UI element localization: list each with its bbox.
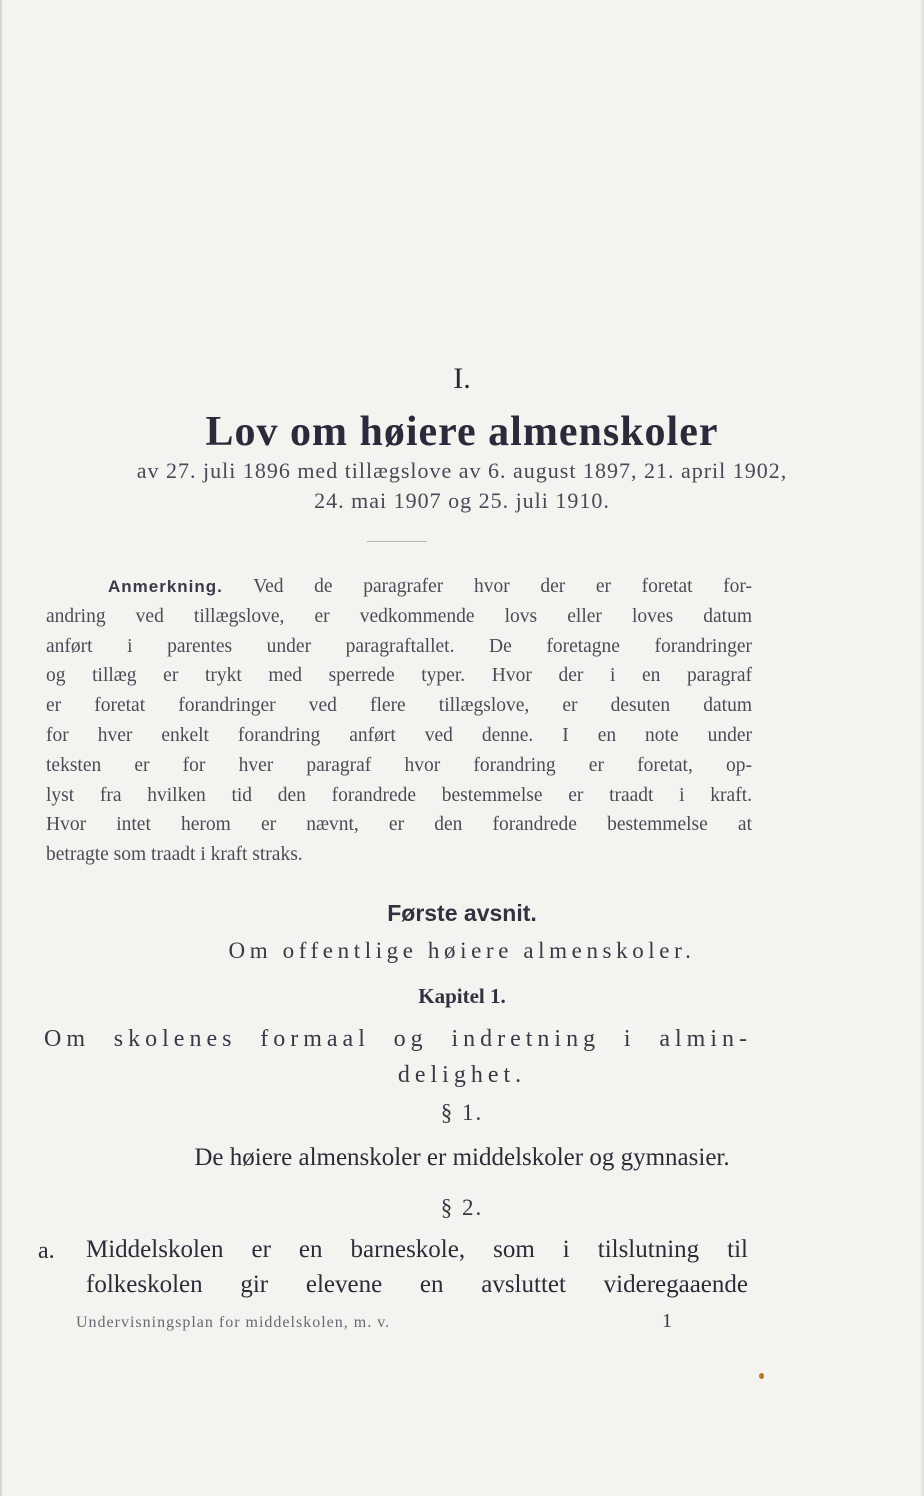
paragraph-1-text: De høiere almenskoler er middelskoler og gymnasier. (194, 1144, 730, 1171)
law-title: Lov om høiere almenskoler (205, 409, 719, 455)
paragraph-2-number: § 2. (440, 1195, 484, 1220)
remark-line-text: Ved de paragrafer hvor der er foretat for- (253, 576, 753, 597)
remark-block (46, 572, 752, 870)
remark-line: Hvor intet herom er nævnt, er den forandrede bestemmelse at (46, 814, 752, 836)
remark-label: Anmerkning. (108, 577, 223, 596)
chapter-subtitle-line1: Om skolenes formaal og indretning i almin- (44, 1026, 752, 1052)
remark-line: for hver enkelt forandring anført ved denne. I en note under (46, 724, 752, 746)
remark-line: er foretat forandringer ved flere tillægslove, er desuten datum (46, 695, 752, 717)
divider (367, 541, 427, 542)
paragraph-1-number: § 1. (440, 1100, 484, 1125)
remark-line: betragte som traadt i kraft straks. (46, 844, 303, 866)
law-dates-line2: 24. mai 1907 og 25. juli 1910. (314, 488, 610, 513)
remark-line: og tillæg er trykt med sperrede typer. Hvor der i en paragraf (46, 665, 752, 687)
page-right-edge (920, 0, 924, 1496)
roman-numeral: I. (453, 362, 471, 395)
page-left-edge (0, 0, 3, 1496)
section-subtitle: Om offentlige høiere almenskoler. (228, 938, 696, 963)
paragraph-2-line: Middelskolen er en barneskole, som i tilslutning til (86, 1236, 748, 1263)
remark-line: andring ved tillægslove, er vedkommende lovs eller loves datum (46, 605, 752, 627)
chapter-subtitle-line2: delighet. (397, 1062, 527, 1088)
remark-line: anført i parentes under paragraftallet. De foretagne forandringer (46, 635, 752, 657)
law-dates-line1: av 27. juli 1896 med tillægslove av 6. august 1897, 21. april 1902, (136, 458, 788, 483)
paragraph-2-line: folkeskolen gir elevene en avsluttet videregaaende (86, 1271, 748, 1298)
section-title: Første avsnit. (387, 900, 537, 926)
footer-signature: Undervisningsplan for middelskolen, m. v. (76, 1314, 391, 1331)
paragraph-2-text (86, 1236, 748, 1306)
remark-line (46, 572, 752, 602)
remark-line: lyst fra hvilken tid den forandrede bestemmelse er traadt i kraft. (46, 784, 752, 806)
chapter-title: Kapitel 1. (418, 984, 506, 1008)
item-marker: a. (38, 1238, 55, 1264)
ink-spot (759, 1373, 764, 1379)
remark-line: teksten er for hver paragraf hvor forandring er foretat, op- (46, 754, 752, 776)
page-number: 1 (662, 1310, 672, 1332)
